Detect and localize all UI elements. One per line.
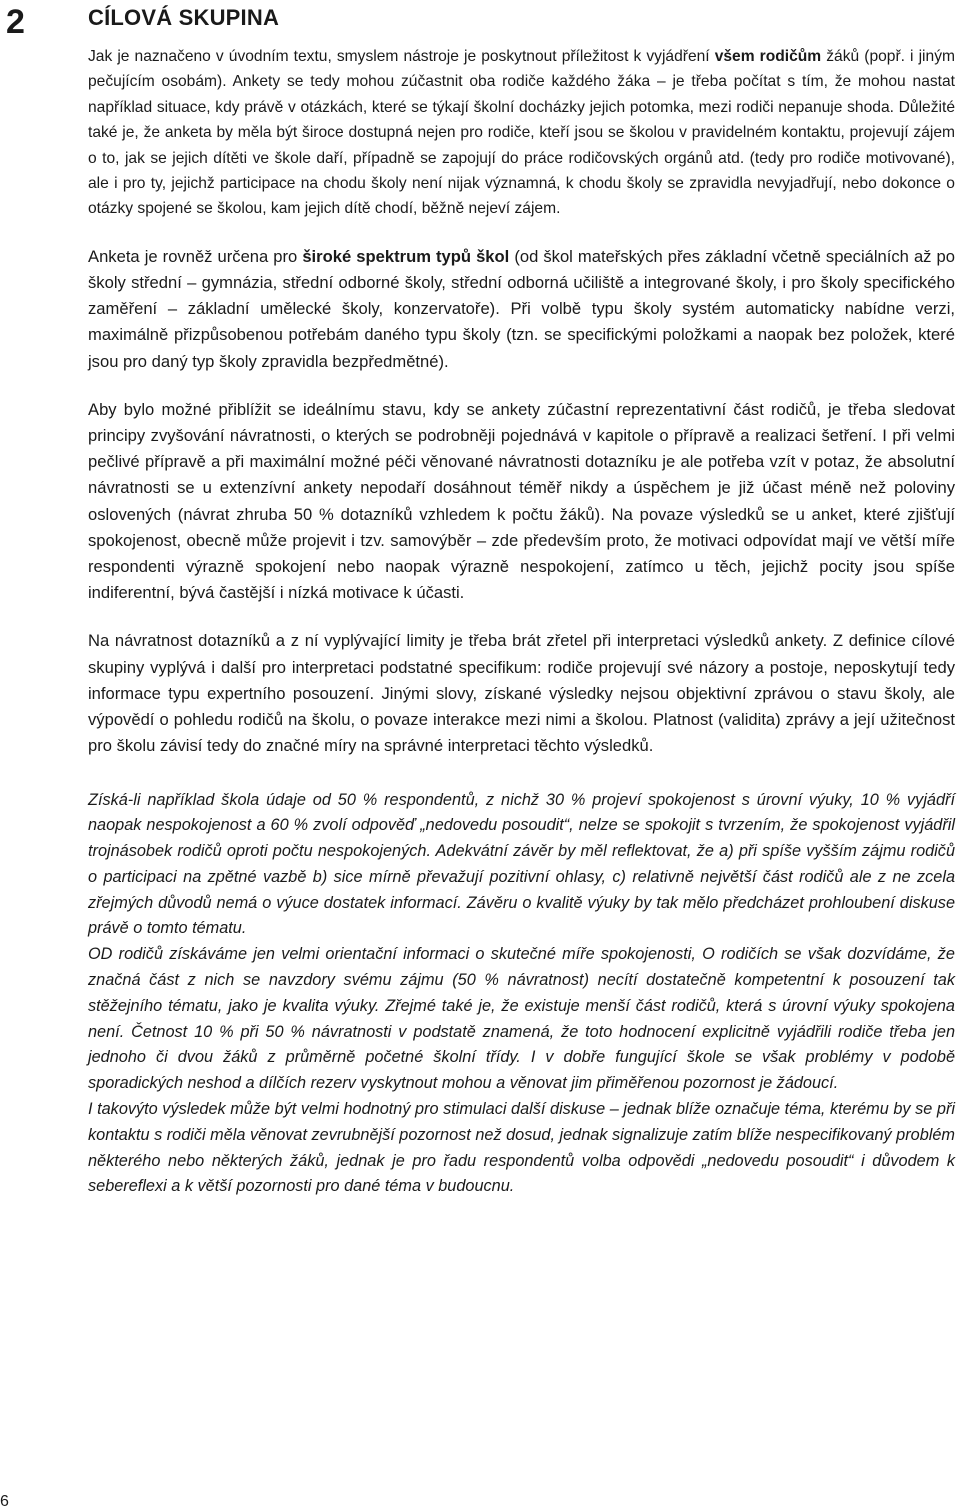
chapter-number: 2 [6,3,25,41]
paragraph-intro-text-2: žáků (popř. i jiným pečujícím osobám). Ankety se tedy mohou zúčastnit oba rodiče každého žáka – je třeba počítat s tím, že mohou nastat například situace, kdy právě v otázkách, které se týkají školní docházky jejich potomka, mezi rodiči nepanuje shoda. Důležité také je, že anketa by měla být široce dostupná nejen pro rodiče, kteří jsou se školou v pravidelném kontaktu, projevují zájem o to, jak se jejich dítěti ve škole daří, případně se zapojují do práce rodičovských orgánů atd. (tedy pro rodiče motivované), ale i pro ty, jejichž participace na chodu školy není nijak významná, k chodu školy se zpravidla nevyjadřují, nebo dokonce o otázky spojené se školou, kam jejich dítě chodí, běžně nejeví zájem. [88,48,955,218]
paragraph-return-rate: Aby bylo možné přiblížit se ideálnímu stavu, kdy se ankety zúčastní reprezentativní část rodičů, je třeba sledovat principy zvyšování návratnosti, o kterých se podrobněji pojednává v kapitole o přípravě a realizaci šetření. I při velmi pečlivé přípravě a při maximální možné péči věnované návratnosti dotazníku je ale potřeba vzít v potaz, že absolutní návratnosti se u extenzívní ankety nepodaří dosáhnout téměř nikdy a úspěchem je již účast méně než poloviny oslovených (návrat zhruba 50 % dotazníků vzhledem k počtu žáků). Na povaze výsledků se u anket, které zjišťují spokojenost, obecně může projevit i tzv. samovýběr – zde především proto, že motivaci odpovídat mají ve větší míře respondenti výrazně spokojení nebo naopak výrazně nespokojení, zatímco u těch, jejichž pocity jsou spíše indiferentní, bývá častější i nízká motivace k účasti. [88,399,955,603]
paragraph-intro-text-1: Jak je naznačeno v úvodním textu, smyslem nástroje je poskytnout příležitost k vyjádření [88,48,715,65]
paragraph-interpretation: Na návratnost dotazníků a z ní vyplývající limity je třeba brát zřetel při interpretaci výsledků ankety. Z definice cílové skupiny vyplývá i další pro interpretaci podstatné specifikum: rodiče projevují své názory a postoje, neposkytují tedy informace typu expertního posouzení. Jinými slovy, získané výsledky nejsou objektivní zprávou o stavu školy, ale výpovědí o pohledu rodičů na školu, o povaze interakce mezi nimi a školou. Platnost (validita) zprávy a její užitečnost pro školu závisí tedy do značné míry na správné interpretaci těchto výsledků. [88,631,955,756]
example-paragraph-1: Získá-li například škola údaje od 50 % respondentů, z nichž 30 % projeví spokojenost s úrovní výuky, 10 % vyjádří naopak nespokojenost a 60 % zvolí odpověď „nedovedu posoudit“, nelze se spokojit s tvrzením, že spokojenost vyjádřil trojnásobek rodičů oproti počtu nespokojených. Adekvátní závěr by měl reflektovat, že a) při spíše vyšším zájmu rodičů o participaci na zpětné vazbě b) sice mírně převažují pozitivní ohlasy, c) relativně největší část rodičů ale z ne zcela zřejmých důvodů nemá o výuce dostatek informací. Závěru o kvalitě výuky by tak mělo předcházet prohloubení diskuse právě o tomto tématu. [88,790,955,938]
example-paragraph-3: I takovýto výsledek může být velmi hodnotný pro stimulaci další diskuse – jednak blíže označuje téma, kterému by se při kontaktu s rodiči měla věnovat zevrubnější pozornost než dosud, jednak signalizuje zatím blíže nespecifikovaný problém některého nebo některých žáků, jednak je pro řadu respondentů volba odpovědi „nedovedu posoudit“ i důvodem k sebereflexi a k větší pozornosti pro dané téma v budoucnu. [88,1100,955,1196]
paragraph-school-types-text-1: Anketa je rovněž určena pro [88,246,303,266]
example-paragraph-2: OD rodičů získáváme jen velmi orientační informaci o skutečné míře spokojenosti, O rodičích se však dozvídáme, že značná část z nich se navzdory svému zájmu (50 % návratnost) necítí dostatečně kompetentní k posouzení tak stěžejního tématu, jako je kvalita výuky. Zřejmé také je, že existuje menší část rodičů, která s úrovní výuky spokojena není. Četnost 10 % při 50 % návratnosti v podstatě znamená, že toto hodnocení explicitně vyjádřili rodiče třeba jen jednoho či dvou žáků z průměrně početné školní třídy. I v dobře fungující škole se však problémy v podobě sporadických neshod a dílčích rezerv vyskytnout mohou a věnovat jim přiměřenou pozornost je žádoucí. [88,945,955,1093]
paragraph-school-types [88,244,955,375]
chapter-title: CÍLOVÁ SKUPINA [88,5,280,30]
paragraph-school-types-text-2: (od škol mateřských přes základní včetně speciálních až po školy střední – gymnázia, střední odborné školy, střední odborná učiliště a integrované školy, i pro školy specifického zaměření – základní umělecké školy, konzervatoře). Při volbě typu školy systém automaticky nabídne verzi, maximálně přizpůsobenou potřebám daného typu školy (tzn. se specifickými položkami a naopak bez položek, které jsou pro daný typ školy zpravidla bezpředmětné). [88,246,955,371]
paragraph-intro [88,44,955,222]
emphasis-school-spectrum: široké spektrum typů škol [302,246,510,266]
emphasis-all-parents: všem rodičům [714,48,822,65]
page-number: 6 [0,1493,9,1510]
chapter-body [88,44,955,1200]
